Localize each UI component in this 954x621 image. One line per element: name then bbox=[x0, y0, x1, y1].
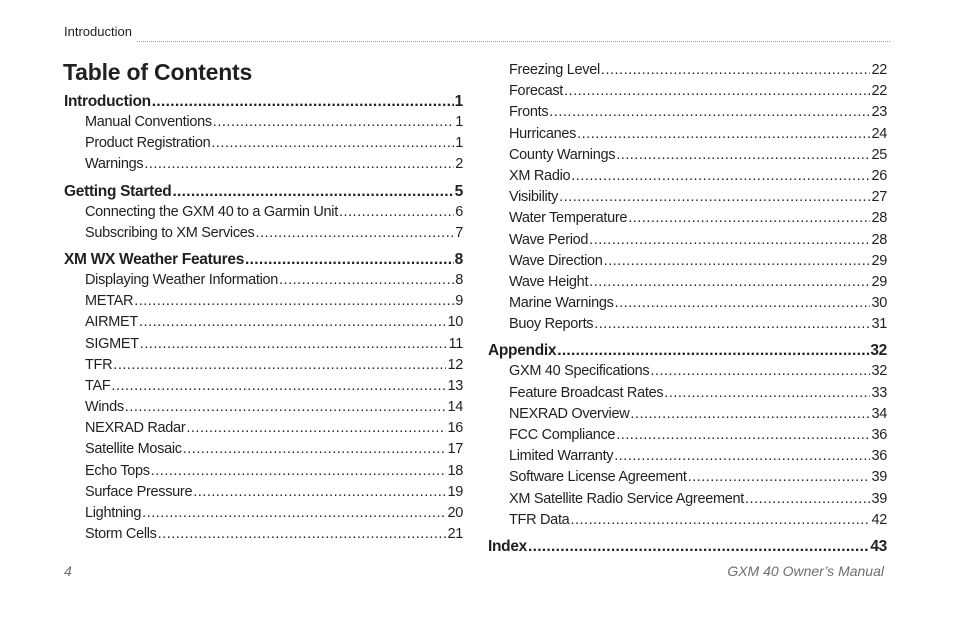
toc-entry-water-temperature[interactable] bbox=[488, 208, 887, 229]
dot-leader bbox=[113, 355, 446, 376]
toc-label: GXM 40 Specifications bbox=[509, 363, 650, 380]
dot-leader bbox=[151, 461, 447, 482]
toc-page-number: 26 bbox=[871, 167, 887, 184]
dot-leader bbox=[125, 397, 447, 418]
dot-leader bbox=[528, 536, 869, 557]
toc-left-column bbox=[64, 91, 463, 545]
toc-entry-visibility[interactable] bbox=[488, 187, 887, 208]
dot-leader bbox=[570, 510, 870, 531]
dot-leader bbox=[601, 60, 871, 81]
toc-label: XM WX Weather Features bbox=[64, 250, 245, 268]
toc-entry-nexrad-overview[interactable] bbox=[488, 404, 887, 425]
toc-label: AIRMET bbox=[85, 314, 138, 331]
toc-page-number: 10 bbox=[447, 314, 463, 331]
toc-entry-nexrad-radar[interactable] bbox=[64, 418, 463, 439]
toc-entry-satellite-mosaic[interactable] bbox=[64, 439, 463, 460]
dot-leader bbox=[745, 489, 870, 510]
toc-page-number: 6 bbox=[455, 203, 463, 220]
dot-leader bbox=[193, 482, 446, 503]
toc-page-number: 1 bbox=[454, 93, 463, 110]
dot-leader bbox=[577, 124, 870, 145]
dot-leader bbox=[688, 467, 871, 488]
toc-label: SIGMET bbox=[85, 335, 139, 352]
toc-entry-wave-direction[interactable] bbox=[488, 251, 887, 272]
toc-entry-software-license-agreement[interactable] bbox=[488, 467, 887, 488]
toc-label: TFR Data bbox=[509, 511, 570, 528]
toc-page-number: 22 bbox=[871, 83, 887, 100]
toc-page-number: 18 bbox=[447, 462, 463, 479]
toc-label: NEXRAD Radar bbox=[85, 420, 186, 437]
toc-page-number: 7 bbox=[455, 224, 463, 241]
dot-leader bbox=[140, 334, 448, 355]
dot-leader bbox=[614, 446, 870, 467]
toc-page-number: 43 bbox=[870, 537, 887, 555]
dot-leader bbox=[630, 404, 870, 425]
toc-page-number: 5 bbox=[454, 182, 463, 200]
toc-page-number: 9 bbox=[455, 293, 463, 310]
toc-label: FCC Compliance bbox=[509, 427, 616, 443]
toc-entry-freezing-level[interactable] bbox=[488, 60, 887, 81]
toc-label: Visibility bbox=[509, 189, 559, 206]
dot-leader bbox=[604, 251, 871, 272]
toc-entry-product-registration[interactable] bbox=[64, 133, 463, 154]
toc-entry-metar[interactable] bbox=[64, 291, 463, 312]
toc-label: Winds bbox=[85, 399, 124, 416]
toc-label: METAR bbox=[85, 293, 134, 310]
dot-leader bbox=[144, 154, 454, 175]
toc-entry-fcc-compliance[interactable] bbox=[488, 425, 887, 446]
toc-label: Buoy Reports bbox=[509, 316, 594, 333]
dot-leader bbox=[186, 418, 446, 439]
dot-leader bbox=[213, 112, 454, 133]
toc-page-number: 29 bbox=[871, 273, 887, 290]
toc-label: TFR bbox=[85, 356, 113, 373]
toc-label: Getting Started bbox=[64, 182, 172, 200]
toc-label: Introduction bbox=[64, 93, 151, 110]
toc-page-number: 28 bbox=[871, 210, 887, 227]
toc-entry-wave-period[interactable] bbox=[488, 230, 887, 251]
toc-label: Satellite Mosaic bbox=[85, 441, 182, 458]
toc-page-number: 24 bbox=[871, 125, 887, 142]
toc-entry-tfr-data[interactable] bbox=[488, 510, 887, 531]
running-header: Introduction bbox=[64, 24, 132, 39]
toc-page-number: 36 bbox=[871, 427, 887, 443]
toc-label: Hurricanes bbox=[509, 125, 577, 142]
toc-page-number: 21 bbox=[447, 526, 463, 543]
toc-entry-taf[interactable] bbox=[64, 376, 463, 397]
toc-label: Forecast bbox=[509, 83, 564, 100]
dot-leader bbox=[183, 439, 447, 460]
toc-page-number: 39 bbox=[871, 490, 887, 507]
toc-label: Wave Height bbox=[509, 273, 589, 290]
toc-entry-xm-radio[interactable] bbox=[488, 166, 887, 187]
toc-entry-marine-warnings[interactable] bbox=[488, 293, 887, 314]
toc-label: Subscribing to XM Services bbox=[85, 224, 255, 241]
toc-page-number: 33 bbox=[871, 384, 887, 401]
toc-page-number: 23 bbox=[871, 104, 887, 121]
toc-entry-gxm-40-specifications[interactable] bbox=[488, 361, 887, 382]
toc-entry-airmet[interactable] bbox=[64, 312, 463, 333]
toc-page-number: 36 bbox=[871, 448, 887, 465]
toc-page-number: 22 bbox=[871, 62, 887, 78]
toc-section-getting-started[interactable] bbox=[64, 181, 463, 202]
toc-label: Product Registration bbox=[85, 135, 211, 152]
dot-leader bbox=[211, 133, 454, 154]
dot-leader bbox=[650, 361, 870, 382]
dot-leader bbox=[256, 223, 455, 244]
toc-page-number: 28 bbox=[871, 231, 887, 248]
toc-entry-echo-tops[interactable] bbox=[64, 461, 463, 482]
dot-leader bbox=[589, 272, 870, 293]
toc-entry-hurricanes[interactable] bbox=[488, 124, 887, 145]
toc-page-number: 20 bbox=[447, 505, 463, 521]
toc-label: Software License Agreement bbox=[509, 469, 687, 486]
toc-page-number: 8 bbox=[454, 250, 463, 268]
toc-entry-forecast[interactable] bbox=[488, 81, 887, 102]
toc-entry-fronts[interactable] bbox=[488, 102, 887, 123]
toc-label: Fronts bbox=[509, 104, 549, 121]
toc-label: County Warnings bbox=[509, 146, 616, 163]
toc-label: Index bbox=[488, 537, 527, 555]
toc-entry-warnings[interactable] bbox=[64, 154, 463, 175]
toc-page-number: 32 bbox=[870, 342, 887, 360]
toc-label: NEXRAD Overview bbox=[509, 405, 630, 422]
toc-label: Marine Warnings bbox=[509, 295, 614, 312]
dot-leader bbox=[557, 340, 869, 361]
toc-page-number: 25 bbox=[871, 146, 887, 163]
toc-entry-winds[interactable] bbox=[64, 397, 463, 418]
toc-entry-storm-cells[interactable] bbox=[64, 524, 463, 545]
dot-leader bbox=[172, 181, 453, 202]
toc-page-number: 11 bbox=[448, 335, 463, 352]
toc-label: Connecting the GXM 40 to a Garmin Unit bbox=[85, 203, 338, 220]
toc-page-number: 1 bbox=[455, 114, 463, 130]
footer-page-number: 4 bbox=[64, 563, 72, 579]
toc-entry-surface-pressure[interactable] bbox=[64, 482, 463, 503]
toc-page-number: 27 bbox=[871, 189, 887, 206]
dot-leader bbox=[616, 145, 870, 166]
toc-entry-limited-warranty[interactable] bbox=[488, 446, 887, 467]
dot-leader bbox=[615, 293, 871, 314]
dot-leader bbox=[589, 230, 870, 251]
dot-leader bbox=[616, 425, 870, 446]
toc-page-number: 29 bbox=[871, 252, 887, 269]
toc-label: Appendix bbox=[488, 342, 557, 360]
dot-leader bbox=[628, 208, 870, 229]
toc-entry-feature-broadcast-rates[interactable] bbox=[488, 383, 887, 404]
toc-entry-connecting-the-gxm-40-to-a-garmin-unit[interactable] bbox=[64, 202, 463, 223]
toc-label: Lightning bbox=[85, 505, 142, 521]
toc-entry-buoy-reports[interactable] bbox=[488, 314, 887, 335]
toc-page-number: 1 bbox=[455, 135, 463, 152]
dot-leader bbox=[245, 249, 454, 270]
toc-label: Storm Cells bbox=[85, 526, 157, 543]
toc-section-appendix[interactable] bbox=[488, 340, 887, 361]
toc-page-number: 32 bbox=[871, 363, 887, 380]
toc-label: XM Radio bbox=[509, 167, 571, 184]
page-title: Table of Contents bbox=[63, 59, 253, 85]
toc-section-index[interactable] bbox=[488, 536, 887, 557]
toc-label: Manual Conventions bbox=[85, 114, 212, 130]
toc-page-number: 8 bbox=[455, 271, 463, 288]
toc-page-number: 16 bbox=[447, 420, 463, 437]
dot-leader bbox=[142, 503, 446, 524]
toc-label: Feature Broadcast Rates bbox=[509, 384, 664, 401]
dot-leader bbox=[134, 291, 454, 312]
toc-right-column bbox=[488, 60, 887, 557]
toc-entry-xm-satellite-radio-service-agreement[interactable] bbox=[488, 489, 887, 510]
toc-entry-tfr[interactable] bbox=[64, 355, 463, 376]
toc-label: Freezing Level bbox=[509, 62, 600, 78]
toc-label: TAF bbox=[85, 377, 111, 394]
toc-page-number: 39 bbox=[871, 469, 887, 486]
toc-page-number: 2 bbox=[455, 156, 463, 173]
toc-label: Warnings bbox=[85, 156, 144, 173]
dot-leader bbox=[594, 314, 870, 335]
toc-entry-sigmet[interactable] bbox=[64, 334, 463, 355]
toc-page-number: 12 bbox=[447, 356, 463, 373]
dot-leader bbox=[664, 383, 870, 404]
toc-page-number: 34 bbox=[871, 405, 887, 422]
toc-section-introduction[interactable] bbox=[64, 91, 463, 112]
toc-label: XM Satellite Radio Service Agreement bbox=[509, 490, 745, 507]
header-divider bbox=[137, 41, 890, 42]
dot-leader bbox=[564, 81, 870, 102]
toc-page-number: 17 bbox=[447, 441, 463, 458]
toc-page-number: 19 bbox=[447, 483, 463, 500]
toc-page-number: 13 bbox=[447, 377, 463, 394]
dot-leader bbox=[139, 312, 446, 333]
toc-entry-wave-height[interactable] bbox=[488, 272, 887, 293]
toc-label: Limited Warranty bbox=[509, 448, 614, 465]
dot-leader bbox=[339, 202, 454, 223]
toc-entry-manual-conventions[interactable] bbox=[64, 112, 463, 133]
dot-leader bbox=[559, 187, 870, 208]
dot-leader bbox=[158, 524, 447, 545]
toc-page-number: 30 bbox=[871, 295, 887, 312]
footer-manual-title: GXM 40 Owner’s Manual bbox=[727, 563, 884, 579]
dot-leader bbox=[279, 270, 454, 291]
toc-page-number: 14 bbox=[447, 399, 463, 416]
toc-label: Water Temperature bbox=[509, 210, 628, 227]
toc-label: Wave Period bbox=[509, 231, 589, 248]
toc-page-number: 42 bbox=[871, 511, 887, 528]
toc-label: Wave Direction bbox=[509, 252, 603, 269]
toc-entry-lightning[interactable] bbox=[64, 503, 463, 524]
toc-entry-subscribing-to-xm-services[interactable] bbox=[64, 223, 463, 244]
dot-leader bbox=[152, 91, 454, 112]
toc-page-number: 31 bbox=[871, 316, 887, 333]
toc-label: Displaying Weather Information bbox=[85, 271, 279, 288]
toc-label: Echo Tops bbox=[85, 462, 150, 479]
dot-leader bbox=[549, 102, 870, 123]
toc-label: Surface Pressure bbox=[85, 483, 193, 500]
dot-leader bbox=[111, 376, 446, 397]
dot-leader bbox=[571, 166, 870, 187]
toc-section-xm-wx-weather-features[interactable] bbox=[64, 249, 463, 270]
toc-entry-displaying-weather-information[interactable] bbox=[64, 270, 463, 291]
toc-entry-county-warnings[interactable] bbox=[488, 145, 887, 166]
